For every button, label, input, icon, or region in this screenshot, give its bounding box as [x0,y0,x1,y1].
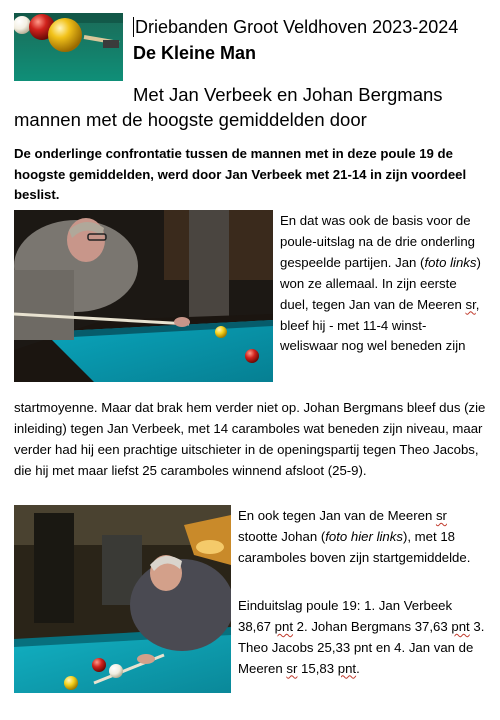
p2-sr: sr [435,508,447,523]
paragraph-2 [238,506,486,569]
title-regular: Driebanden Groot Veldhoven 2023-2024 [135,17,459,37]
paragraph-1 [280,211,485,357]
p3-pnt-4: pnt [337,660,357,676]
p1-text-1: En dat was ook de basis voor de poule-uitslag na de drie onderling gespeelde partijen. Jan ( [280,213,476,270]
p1-text-3: , bleef hij - met 11-4 winst- weliswaar nog wel beneden zijn [280,296,480,354]
subtitle-line-1: Met Jan Verbeek en Johan Bergmans [133,84,443,105]
article-title [133,14,483,66]
photo-jan-verbeek [14,210,273,382]
p3-sr: sr [286,660,298,676]
paragraph-1-continued: startmoyenne. Maar dat brak hem verder niet op. Johan Bergmans bleef dus (zie inleiding) tegen Jan Verbeek, met 14 caramboles wat beneden zijn niveau, maar verder had hij een prachtige uitschieter in de openingspartij tegen Theo Jacobs, die hij met maar liefst 25 caramboles winnend afsloot (25-9). [14,400,486,478]
p3-text-3: 3. Theo Jacobs 25,33 pnt en 4. Jan van de Meeren [238,618,485,676]
p2-text-3: ), met 18 caramboles boven zijn startgemiddelde. [238,528,471,565]
p1-text-2: ) won ze allemaal. In zijn eerste duel, tegen Jan van de Meeren [280,254,481,312]
p3-text-5: . [356,660,360,676]
p3-pnt-2: pnt [451,618,470,634]
p2-text-1: En ook tegen Jan van de Meeren [238,508,436,523]
subtitle-line-2: mannen met de hoogste gemiddelden door [14,109,367,130]
p1-sr: sr [465,296,476,312]
p2-italic: foto hier links [325,528,403,544]
p1-italic: foto links [424,254,477,270]
final-standings [238,596,486,680]
p2-text-2: stootte Johan ( [238,528,326,544]
text-cursor [133,17,134,37]
p3-text-4: 15,83 [297,660,338,676]
photo-johan-bergmans [14,505,231,693]
player-cueing-image [14,505,231,693]
player-at-table-image [14,210,273,382]
article-subtitle [14,82,484,132]
p3-text-2: 2. Johan Bergmans 37,63 [293,618,452,634]
header-billiard-photo [14,13,123,81]
p3-text-1: Einduitslag poule 19: 1. Jan Verbeek 38,67 [238,598,453,634]
lead-paragraph: De onderlinge confrontatie tussen de mannen met in deze poule 19 de hoogste gemiddelden, werd door Jan Verbeek met 21-14 in zijn voordeel beslist. [14,146,467,202]
title-bold: De Kleine Man [133,43,257,63]
billiard-balls-image [14,13,123,81]
p3-pnt-1: pnt [274,618,294,634]
